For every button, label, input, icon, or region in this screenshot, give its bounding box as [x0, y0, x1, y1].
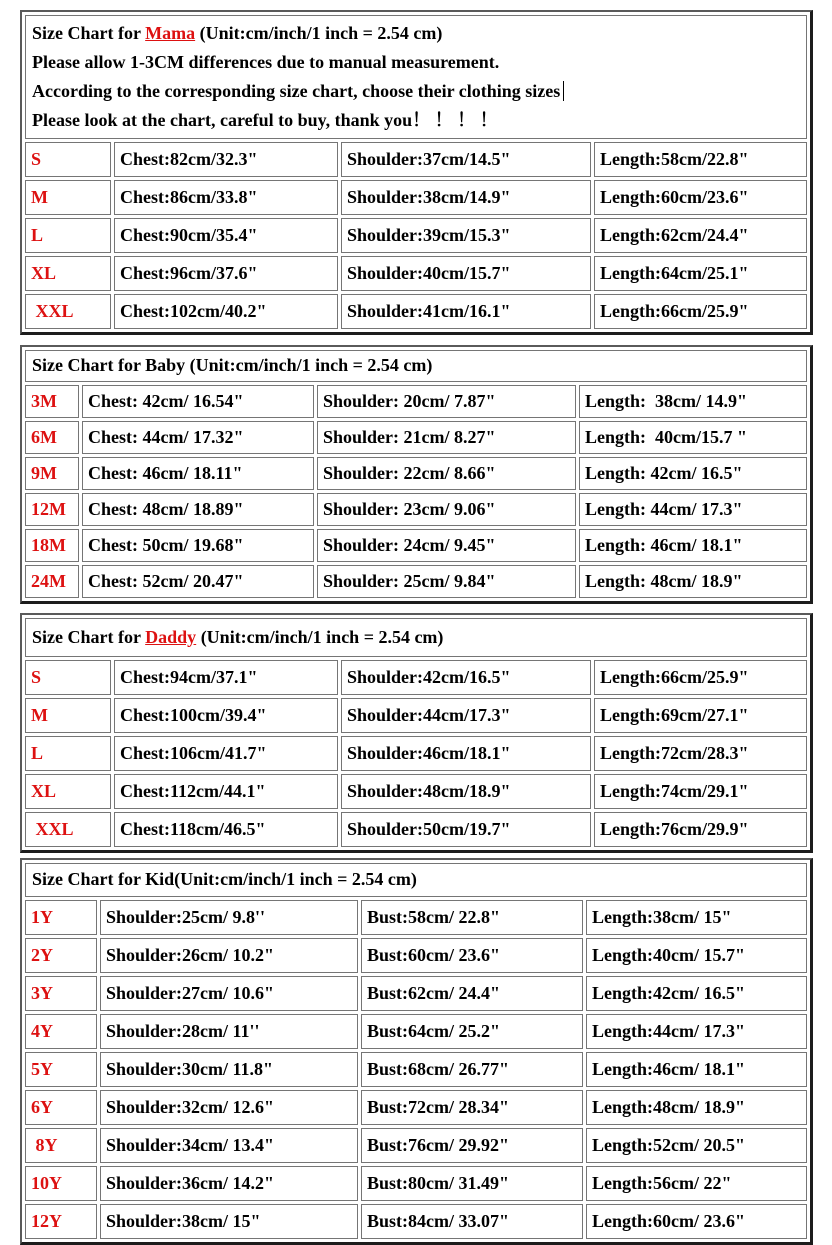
- chest-cell: Chest: 50cm/ 19.68": [82, 529, 314, 562]
- section-title-kid: [32, 869, 800, 891]
- title-prefix: Size Chart for Baby (Unit:cm/inch/1 inch = 2.54 cm): [32, 355, 433, 376]
- note-line: Please look at the chart, careful to buy, thank you！ ！ ！ ！: [32, 110, 498, 130]
- length-cell: Length:66cm/25.9": [594, 660, 807, 695]
- size-label: 3Y: [25, 976, 97, 1011]
- title-prefix: Size Chart for: [32, 626, 146, 647]
- table-row: [25, 142, 807, 177]
- table-row: [25, 218, 807, 253]
- bust-cell: Bust:64cm/ 25.2": [361, 1014, 583, 1049]
- table-row: [25, 529, 807, 562]
- length-cell: Length: 38cm/ 14.9": [579, 385, 807, 418]
- title-prefix: Size Chart for Kid(Unit:cm/inch/1 inch = 2.54 cm): [32, 869, 417, 890]
- text-caret: [563, 81, 564, 101]
- size-label: 9M: [25, 457, 79, 490]
- shoulder-cell: Shoulder:27cm/ 10.6": [100, 976, 358, 1011]
- chest-cell: Chest:82cm/32.3": [114, 142, 338, 177]
- length-cell: Length:69cm/27.1": [594, 698, 807, 733]
- table-row: [25, 1128, 807, 1163]
- shoulder-cell: Shoulder:26cm/ 10.2": [100, 938, 358, 973]
- length-cell: Length:58cm/22.8": [594, 142, 807, 177]
- size-label: 10Y: [25, 1166, 97, 1201]
- bust-cell: Bust:62cm/ 24.4": [361, 976, 583, 1011]
- shoulder-cell: Shoulder:48cm/18.9": [341, 774, 591, 809]
- shoulder-cell: Shoulder: 20cm/ 7.87": [317, 385, 576, 418]
- size-label: 1Y: [25, 900, 97, 935]
- table-row: [25, 493, 807, 526]
- title-suffix: (Unit:cm/inch/1 inch = 2.54 cm): [195, 23, 443, 43]
- shoulder-cell: Shoulder:44cm/17.3": [341, 698, 591, 733]
- shoulder-cell: Shoulder:28cm/ 11'': [100, 1014, 358, 1049]
- table-row: [25, 1052, 807, 1087]
- size-label: XL: [25, 774, 111, 809]
- bust-cell: Bust:58cm/ 22.8": [361, 900, 583, 935]
- shoulder-cell: Shoulder:36cm/ 14.2": [100, 1166, 358, 1201]
- size-label: 12M: [25, 493, 79, 526]
- length-cell: Length:74cm/29.1": [594, 774, 807, 809]
- shoulder-cell: Shoulder:50cm/19.7": [341, 812, 591, 847]
- title-suffix: (Unit:cm/inch/1 inch = 2.54 cm): [196, 626, 444, 647]
- table-row: [25, 1166, 807, 1201]
- section-header-kid: [25, 863, 807, 897]
- shoulder-cell: Shoulder:25cm/ 9.8'': [100, 900, 358, 935]
- chest-cell: Chest: 42cm/ 16.54": [82, 385, 314, 418]
- length-cell: Length:56cm/ 22": [586, 1166, 807, 1201]
- length-cell: Length:40cm/ 15.7": [586, 938, 807, 973]
- section-title-mama: [32, 19, 800, 48]
- size-label: 4Y: [25, 1014, 97, 1049]
- table-row: [25, 457, 807, 490]
- shoulder-cell: Shoulder:32cm/ 12.6": [100, 1090, 358, 1125]
- shoulder-cell: Shoulder:30cm/ 11.8": [100, 1052, 358, 1087]
- table-row: [25, 385, 807, 418]
- shoulder-cell: Shoulder:34cm/ 13.4": [100, 1128, 358, 1163]
- length-cell: Length:38cm/ 15": [586, 900, 807, 935]
- size-label: 3M: [25, 385, 79, 418]
- size-chart-table-kid: [20, 858, 813, 1245]
- chest-cell: Chest: 48cm/ 18.89": [82, 493, 314, 526]
- length-cell: Length:72cm/28.3": [594, 736, 807, 771]
- table-row: [25, 976, 807, 1011]
- chest-cell: Chest:96cm/37.6": [114, 256, 338, 291]
- size-label: L: [25, 736, 111, 771]
- chest-cell: Chest:90cm/35.4": [114, 218, 338, 253]
- bust-cell: Bust:68cm/ 26.77": [361, 1052, 583, 1087]
- title-row: [25, 350, 807, 382]
- shoulder-cell: Shoulder:38cm/14.9": [341, 180, 591, 215]
- title-prefix: Size Chart for: [32, 23, 146, 43]
- shoulder-cell: Shoulder: 25cm/ 9.84": [317, 565, 576, 598]
- size-label: 8Y: [25, 1128, 97, 1163]
- size-label: L: [25, 218, 111, 253]
- section-header-baby: [25, 350, 807, 382]
- table-row: [25, 256, 807, 291]
- table-row: [25, 774, 807, 809]
- size-label: M: [25, 180, 111, 215]
- length-cell: Length:66cm/25.9": [594, 294, 807, 329]
- table-row: [25, 938, 807, 973]
- bust-cell: Bust:84cm/ 33.07": [361, 1204, 583, 1239]
- title-row: [25, 618, 807, 657]
- length-cell: Length:48cm/ 18.9": [586, 1090, 807, 1125]
- size-label: M: [25, 698, 111, 733]
- bust-cell: Bust:80cm/ 31.49": [361, 1166, 583, 1201]
- table-row: [25, 660, 807, 695]
- length-cell: Length:60cm/23.6": [594, 180, 807, 215]
- length-cell: Length:42cm/ 16.5": [586, 976, 807, 1011]
- size-label: 6M: [25, 421, 79, 454]
- size-chart-table-mama: [20, 10, 813, 335]
- size-label: 5Y: [25, 1052, 97, 1087]
- title-highlight-daddy: Daddy: [145, 626, 197, 647]
- length-cell: Length: 42cm/ 16.5": [579, 457, 807, 490]
- table-row: [25, 812, 807, 847]
- table-row: [25, 736, 807, 771]
- section-header-mama: [25, 15, 807, 139]
- size-label: XL: [25, 256, 111, 291]
- size-label: 12Y: [25, 1204, 97, 1239]
- chest-cell: Chest:112cm/44.1": [114, 774, 338, 809]
- table-row: [25, 900, 807, 935]
- bust-cell: Bust:60cm/ 23.6": [361, 938, 583, 973]
- section-title-daddy: [32, 627, 800, 649]
- size-chart-table-daddy: [20, 613, 813, 853]
- length-cell: Length:62cm/24.4": [594, 218, 807, 253]
- chest-cell: Chest:118cm/46.5": [114, 812, 338, 847]
- section-title-baby: [32, 355, 800, 377]
- chest-cell: Chest: 52cm/ 20.47": [82, 565, 314, 598]
- shoulder-cell: Shoulder:38cm/ 15": [100, 1204, 358, 1239]
- length-cell: Length:64cm/25.1": [594, 256, 807, 291]
- size-label: S: [25, 142, 111, 177]
- shoulder-cell: Shoulder: 22cm/ 8.66": [317, 457, 576, 490]
- note-text: According to the corresponding size chart, choose their clothing sizes: [32, 81, 561, 101]
- chest-cell: Chest:106cm/41.7": [114, 736, 338, 771]
- size-label: 6Y: [25, 1090, 97, 1125]
- shoulder-cell: Shoulder:46cm/18.1": [341, 736, 591, 771]
- size-label: 18M: [25, 529, 79, 562]
- table-row: [25, 565, 807, 598]
- length-cell: Length: 44cm/ 17.3": [579, 493, 807, 526]
- length-cell: Length:60cm/ 23.6": [586, 1204, 807, 1239]
- chest-cell: Chest: 46cm/ 18.11": [82, 457, 314, 490]
- size-label: XXL: [25, 812, 111, 847]
- shoulder-cell: Shoulder: 23cm/ 9.06": [317, 493, 576, 526]
- length-cell: Length: 46cm/ 18.1": [579, 529, 807, 562]
- chest-cell: Chest:94cm/37.1": [114, 660, 338, 695]
- shoulder-cell: Shoulder:37cm/14.5": [341, 142, 591, 177]
- table-row: [25, 1014, 807, 1049]
- length-cell: Length:52cm/ 20.5": [586, 1128, 807, 1163]
- section-header-daddy: [25, 618, 807, 657]
- table-row: [25, 180, 807, 215]
- bust-cell: Bust:76cm/ 29.92": [361, 1128, 583, 1163]
- size-label: 24M: [25, 565, 79, 598]
- length-cell: Length:46cm/ 18.1": [586, 1052, 807, 1087]
- note-line: Please allow 1-3CM differences due to manual measurement.: [32, 52, 500, 72]
- size-label: XXL: [25, 294, 111, 329]
- size-label: 2Y: [25, 938, 97, 973]
- length-cell: Length:44cm/ 17.3": [586, 1014, 807, 1049]
- title-row: [25, 863, 807, 897]
- chest-cell: Chest:100cm/39.4": [114, 698, 338, 733]
- note-line: [32, 77, 800, 106]
- length-cell: Length: 48cm/ 18.9": [579, 565, 807, 598]
- title-row: [25, 15, 807, 139]
- shoulder-cell: Shoulder:39cm/15.3": [341, 218, 591, 253]
- table-row: [25, 294, 807, 329]
- chest-cell: Chest:102cm/40.2": [114, 294, 338, 329]
- chest-cell: Chest: 44cm/ 17.32": [82, 421, 314, 454]
- length-cell: Length: 40cm/15.7 ": [579, 421, 807, 454]
- bust-cell: Bust:72cm/ 28.34": [361, 1090, 583, 1125]
- shoulder-cell: Shoulder: 24cm/ 9.45": [317, 529, 576, 562]
- table-row: [25, 1090, 807, 1125]
- table-row: [25, 698, 807, 733]
- title-highlight-mama: Mama: [145, 23, 196, 43]
- table-row: [25, 421, 807, 454]
- size-chart-table-baby: [20, 345, 813, 604]
- size-label: S: [25, 660, 111, 695]
- table-row: [25, 1204, 807, 1239]
- chest-cell: Chest:86cm/33.8": [114, 180, 338, 215]
- shoulder-cell: Shoulder:40cm/15.7": [341, 256, 591, 291]
- length-cell: Length:76cm/29.9": [594, 812, 807, 847]
- shoulder-cell: Shoulder: 21cm/ 8.27": [317, 421, 576, 454]
- shoulder-cell: Shoulder:42cm/16.5": [341, 660, 591, 695]
- shoulder-cell: Shoulder:41cm/16.1": [341, 294, 591, 329]
